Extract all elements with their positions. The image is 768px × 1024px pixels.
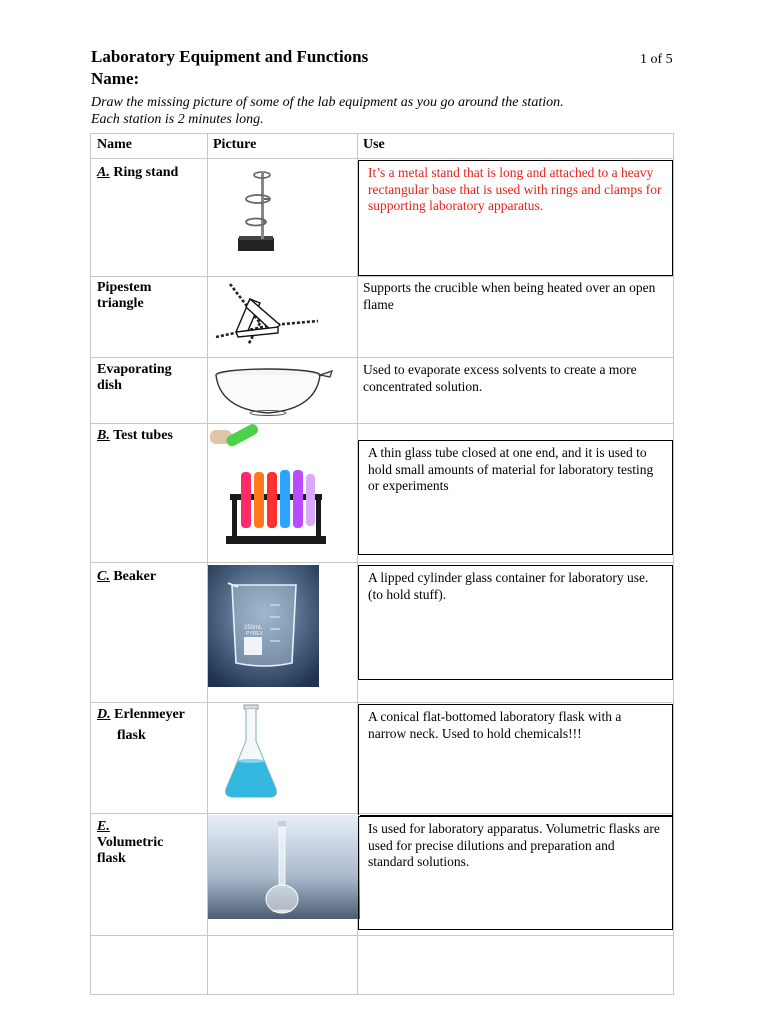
row-name-line-1: Evaporating bbox=[97, 362, 172, 377]
row-name-line-1: Volumetric bbox=[97, 835, 164, 850]
use-test-tubes: A thin glass tube closed at one end, and it is used to hold small amounts of material for laboratory testing or experiments bbox=[358, 440, 673, 555]
column-header-use: Use bbox=[363, 137, 385, 152]
row-name-line-2: triangle bbox=[97, 296, 144, 311]
row-name-test-tubes bbox=[97, 428, 173, 444]
row-name-line-2: dish bbox=[97, 378, 122, 393]
row-name-line-1: Erlenmeyer bbox=[114, 707, 185, 722]
beaker-icon bbox=[208, 565, 319, 687]
row-letter: E. bbox=[97, 819, 110, 834]
page-title: Laboratory Equipment and Functions bbox=[91, 47, 369, 66]
row-divider bbox=[91, 702, 673, 703]
use-ring-stand: It’s a metal stand that is long and attached to a heavy rectangular base that is used with rings and clamps for supporting laboratory apparatus. bbox=[358, 160, 673, 276]
row-divider bbox=[91, 423, 673, 424]
row-name-ring-stand bbox=[97, 165, 178, 181]
row-letter: A. bbox=[97, 165, 110, 180]
row-letter: B. bbox=[97, 428, 110, 443]
row-divider bbox=[91, 562, 673, 563]
use-beaker: A lipped cylinder glass container for laboratory use. (to hold stuff). bbox=[358, 565, 673, 680]
row-divider bbox=[91, 158, 673, 159]
use-volumetric-flask: Is used for laboratory apparatus. Volumetric flasks are used for precise dilutions and preparation and standard solutions. bbox=[358, 816, 673, 930]
instructions bbox=[91, 94, 564, 128]
row-name-line-2: flask bbox=[117, 728, 146, 743]
page-number: 1 of 5 bbox=[640, 52, 673, 67]
use-erlenmeyer-flask: A conical flat-bottomed laboratory flask with a narrow neck. Used to hold chemicals!!! bbox=[358, 704, 673, 816]
row-name-erlenmeyer-flask bbox=[97, 707, 185, 744]
row-letter: C. bbox=[97, 569, 110, 584]
row-name-evaporating-dish bbox=[97, 362, 172, 394]
instructions-line-1: Draw the missing picture of some of the lab equipment as you go around the station. bbox=[91, 95, 564, 110]
row-name-text: Ring stand bbox=[113, 165, 179, 180]
use-evaporating-dish: Used to evaporate excess solvents to create a more concentrated solution. bbox=[363, 362, 637, 394]
evaporating-dish-icon bbox=[208, 359, 348, 421]
pipestem-triangle-icon bbox=[208, 277, 338, 356]
row-divider bbox=[91, 935, 673, 936]
instructions-line-2: Each station is 2 minutes long. bbox=[91, 112, 264, 127]
row-name-text: Test tubes bbox=[113, 428, 173, 443]
erlenmeyer-flask-icon bbox=[208, 703, 318, 813]
row-divider bbox=[91, 276, 673, 277]
row-name-line-2: flask bbox=[97, 851, 126, 866]
row-name-text: Beaker bbox=[113, 569, 157, 584]
row-name-beaker bbox=[97, 569, 156, 585]
row-name-volumetric-flask bbox=[97, 819, 163, 867]
row-letter: D. bbox=[97, 707, 111, 722]
row-name-line-1: Pipestem bbox=[97, 280, 152, 295]
beaker-label-pyrex: PYREX bbox=[246, 631, 263, 637]
column-header-picture: Picture bbox=[213, 137, 257, 152]
test-tubes-icon bbox=[208, 424, 328, 548]
row-divider bbox=[91, 357, 673, 358]
ring-stand-icon bbox=[208, 159, 298, 275]
use-pipestem-triangle: Supports the crucible when being heated over an open flame bbox=[363, 280, 656, 312]
beaker-label-250ml: 250mL bbox=[244, 625, 263, 631]
volumetric-flask-icon bbox=[208, 815, 360, 919]
name-label: Name: bbox=[91, 69, 140, 88]
equipment-table bbox=[90, 133, 674, 995]
row-name-pipestem-triangle bbox=[97, 280, 151, 312]
column-header-name: Name bbox=[97, 137, 132, 152]
